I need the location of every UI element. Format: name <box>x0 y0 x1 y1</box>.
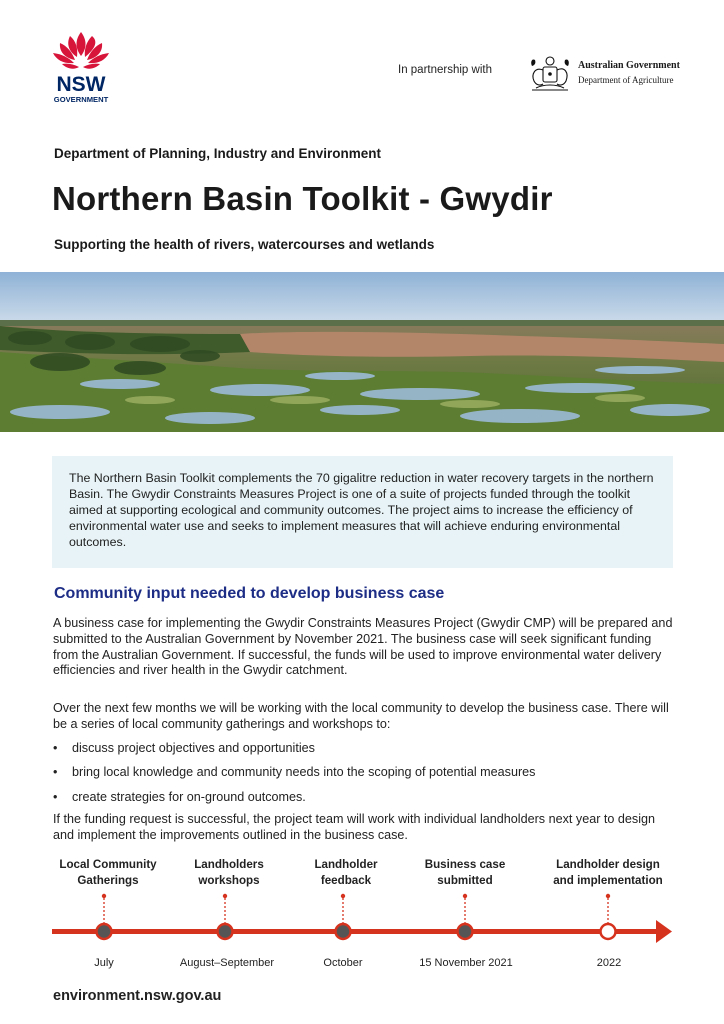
timeline-arrow-icon <box>656 920 672 943</box>
page-title: Northern Basin Toolkit - Gwydir <box>52 180 553 217</box>
timeline-graphic <box>0 890 724 950</box>
nsw-government-logo <box>48 30 114 106</box>
paragraph-community: Over the next few months we will be working with the local community to develop the business case. There will be a series of local community gatherings and workshops to: <box>53 701 669 731</box>
intro-box <box>52 456 673 568</box>
partnership-text: In partnership with <box>398 64 492 76</box>
timeline-date: October <box>323 957 363 969</box>
waratah-icon <box>48 30 114 106</box>
paragraph-business-case: A business case for implementing the Gwydir Constraints Measures Project (Gwydir CMP) will be prepared and submitted to the Australian Government by November 2021. The business case will seek significant funding from the Australian Government. If successful, the funds will be used to improve environmental water delivery efficiencies and river health in the Gwydir catchment. <box>53 616 673 678</box>
coat-of-arms-icon <box>526 54 574 94</box>
timeline-label: Business case submitted <box>424 858 506 887</box>
partner-gov-name: Australian Government <box>578 60 680 71</box>
australian-government-logo <box>526 54 680 94</box>
section-heading: Community input needed to develop business case <box>54 585 445 602</box>
paragraph-funding: If the funding request is successful, the project team will work with individual landholders next year to design and implement the improvements outlined in the business case. <box>53 812 656 842</box>
milestone-marker <box>218 894 233 939</box>
bullet-icon: • <box>53 741 58 755</box>
timeline-date: July <box>94 957 114 969</box>
page-subtitle: Supporting the health of rivers, watercourses and wetlands <box>54 237 435 252</box>
bullet-icon: • <box>53 790 58 804</box>
timeline-date: August–September <box>179 957 275 969</box>
intro-text: The Northern Basin Toolkit complements the 70 gigalitre reduction in water recovery targets in the northern Basin. The Gwydir Constraints Measures Project is one of a suite of projects funded through the toolkit aimed at supporting ecological and community outcomes. The project aims to increase the efficiency of environmental water use and seeks to implement measures that will achieve enduring environmental outcomes. <box>69 471 654 549</box>
milestone-marker <box>97 894 112 939</box>
partner-dept-name: Department of Agriculture <box>578 75 674 85</box>
timeline-label: Landholder feedback <box>314 858 378 887</box>
timeline-date: 2022 <box>596 957 622 969</box>
milestone-marker <box>336 894 351 939</box>
timeline-label: Local Community Gatherings <box>59 858 157 887</box>
milestone-marker <box>458 894 473 939</box>
timeline-bar <box>52 929 658 934</box>
timeline-date: 15 November 2021 <box>419 957 513 969</box>
svg-text:NSW: NSW <box>56 73 106 96</box>
bullet-icon: • <box>53 765 58 779</box>
footer-website-link[interactable]: environment.nsw.gov.au <box>53 988 222 1004</box>
timeline <box>0 850 724 980</box>
department-name: Department of Planning, Industry and Environment <box>54 146 382 161</box>
wetland-photo <box>0 272 724 432</box>
milestone-marker-open <box>601 894 616 939</box>
timeline-label: Landholder design and implementation <box>553 858 663 887</box>
svg-text:GOVERNMENT: GOVERNMENT <box>53 95 109 104</box>
timeline-label: Landholders workshops <box>194 858 264 887</box>
